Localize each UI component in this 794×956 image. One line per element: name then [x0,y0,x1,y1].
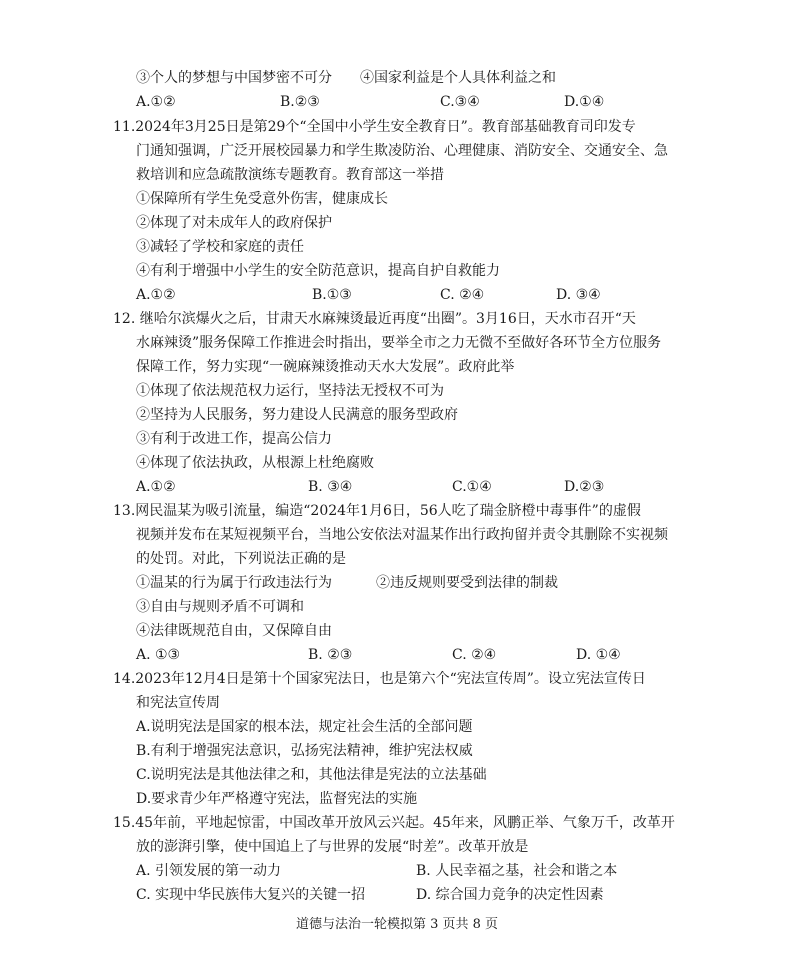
option-c[interactable]: C. 实现中华民族伟大复兴的关键一招 [136,887,366,903]
option-b[interactable]: B.有利于增强宪法意识，弘扬宪法精神，维护宪法权威 [136,743,473,759]
statement: ②违反规则要受到法律的制裁 [376,575,558,591]
option-c[interactable]: C.③④ [440,94,480,110]
option-a[interactable]: A.说明宪法是国家的根本法，规定社会生活的全部问题 [136,719,473,735]
statement-3: ③个人的梦想与中国梦密不可分 [136,70,332,86]
statement: ④法律既规范自由，又保障自由 [136,623,332,639]
q10-options [136,93,636,111]
option-a[interactable]: A.①② [136,94,176,110]
q12-options [136,478,636,496]
question-stem: 放的澎湃引擎，使中国追上了与世界的发展“时差”。改革开放是 [136,839,529,855]
option-d[interactable]: D. ③④ [556,287,601,303]
option-a[interactable]: A.①② [136,479,176,495]
statement: ③有利于改进工作，提高公信力 [136,431,332,447]
statement: ①体现了依法规范权力运行，坚持法无授权不可为 [136,383,444,399]
question-stem: 13.网民温某为吸引流量，编造“2024年1月6日，56人吃了瑞金脐橙中毒事件”的虚假 [113,503,641,519]
question-stem: 15.45年前，平地起惊雷，中国改革开放风云兴起。45年来，风鹏正举、气象万千，改革开 [113,815,675,831]
q13-options [136,646,636,664]
option-a[interactable]: A. ①③ [136,647,181,663]
statement: ④有利于增强中小学生的安全防范意识，提高自护自救能力 [136,263,500,279]
option-d[interactable]: D.②③ [564,479,605,495]
option-c[interactable]: C. ②④ [452,647,497,663]
option-b[interactable]: B. 人民幸福之基，社会和谐之本 [416,863,618,879]
option-c[interactable]: C.①④ [452,479,492,495]
option-c[interactable]: C.说明宪法是其他法律之和，其他法律是宪法的立法基础 [136,767,487,783]
option-c[interactable]: C. ②④ [440,287,485,303]
option-b[interactable]: B.②③ [280,94,320,110]
question-stem: 水麻辣烫”服务保障工作推进会时指出，要举全市之力无微不至做好各环节全方位服务 [136,335,662,351]
option-d[interactable]: D. 综合国力竞争的决定性因素 [416,887,604,903]
question-stem: 门通知强调，广泛开展校园暴力和学生欺凌防治、心理健康、消防安全、交通安全、急 [136,143,668,159]
q11-options [136,286,636,304]
question-stem: 视频并发布在某短视频平台，当地公安依法对温某作出行政拘留并责令其删除不实视频 [136,527,668,543]
option-b[interactable]: B. ②③ [308,647,353,663]
question-stem: 保障工作，努力实现“一碗麻辣烫推动天水大发展”。政府此举 [136,359,515,375]
statement: ②坚持为人民服务，努力建设人民满意的服务型政府 [136,407,458,423]
question-stem: 的处罚。对此，下列说法正确的是 [136,551,346,567]
statement: ①温某的行为属于行政违法行为 [136,575,332,591]
option-d[interactable]: D. ①④ [576,647,621,663]
option-b[interactable]: B.①③ [312,287,352,303]
question-stem: 14.2023年12月4日是第十个国家宪法日，也是第六个“宪法宣传周”。设立宪法宣传日 [113,671,646,687]
statement: ④体现了依法执政，从根源上杜绝腐败 [136,455,374,471]
option-d[interactable]: D.要求青少年严格遵守宪法，监督宪法的实施 [136,791,418,807]
question-stem: 11.2024年3月25日是第29个“全国中小学生安全教育日”。教育部基础教育司印发专 [113,119,636,135]
page-footer: 道德与法治一轮模拟第 3 页共 8 页 [295,917,499,932]
option-b[interactable]: B. ③④ [308,479,353,495]
statement: ②体现了对未成年人的政府保护 [136,215,332,231]
statement: ③减轻了学校和家庭的责任 [136,239,304,255]
option-d[interactable]: D.①④ [564,94,605,110]
option-a[interactable]: A. 引领发展的第一动力 [136,863,282,879]
question-stem: 12. 继哈尔滨爆火之后，甘肃天水麻辣烫最近再度“出圈”。3月16日，天水市召开“天 [113,311,636,327]
statement: ①保障所有学生免受意外伤害，健康成长 [136,191,388,207]
question-stem: 救培训和应急疏散演练专题教育。教育部这一举措 [136,167,444,183]
statement-4: ④国家利益是个人具体利益之和 [360,70,556,86]
question-stem: 和宪法宣传周 [136,695,220,711]
option-a[interactable]: A.①② [136,287,176,303]
statement: ③自由与规则矛盾不可调和 [136,599,304,615]
